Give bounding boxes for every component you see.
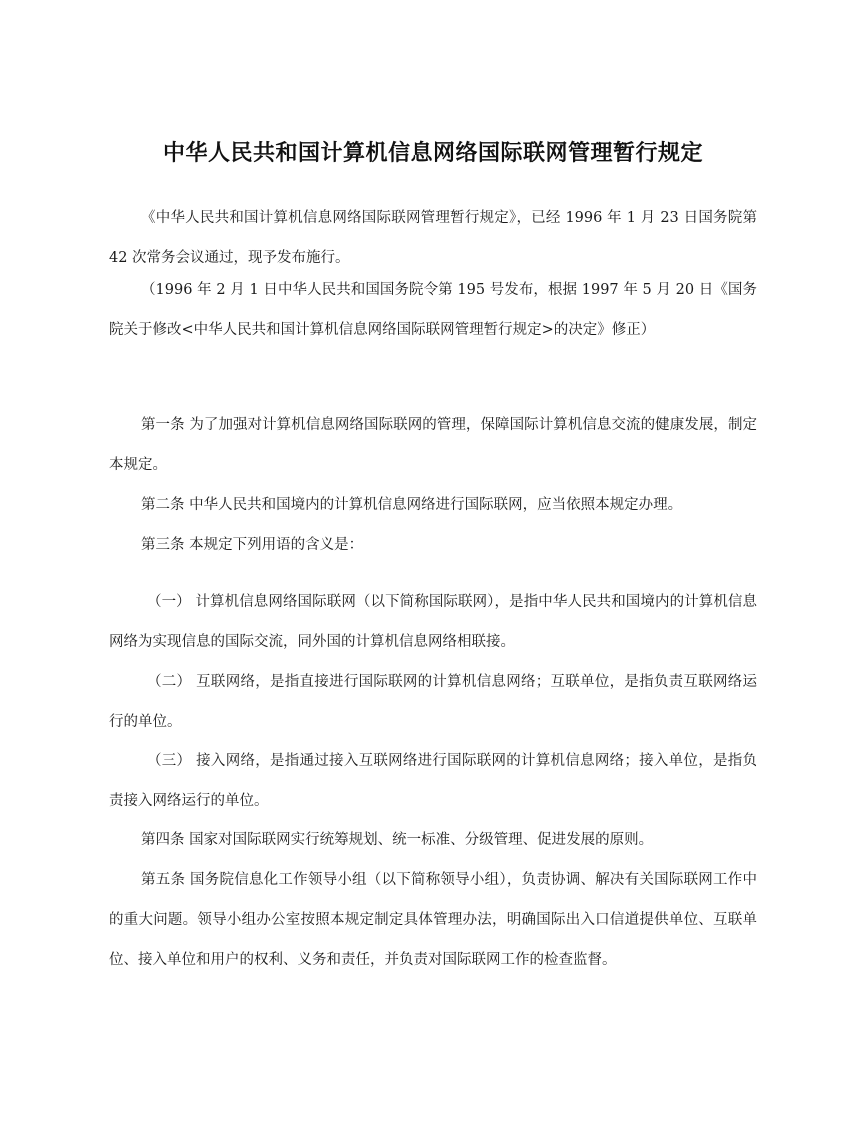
document-title: 中华人民共和国计算机信息网络国际联网管理暂行规定 xyxy=(162,141,703,166)
article-3-item-2: （二） 互联网络，是指直接进行国际联网的计算机信息网络；互联单位，是指负责互联网络运行的单位。 xyxy=(109,674,757,730)
article-4: 第四条 国家对国际联网实行统筹规划、统一标准、分级管理、促进发展的原则。 xyxy=(141,832,654,848)
preamble-note: （1996 年 2 月 1 日中华人民共和国国务院令第 195 号发布，根据 1997 年 5 月 20 日《国务院关于修改<中华人民共和国计算机信息网络国际联网管理暂行规定>的决定》修正） xyxy=(109,282,757,338)
article-5: 第五条 国务院信息化工作领导小组（以下简称领导小组），负责协调、解决有关国际联网工作中的重大问题。领导小组办公室按照本规定制定具体管理办法，明确国际出入口信道提供单位、互联单位、接入单位和用户的权利、义务和责任，并负责对国际联网工作的检查监督。 xyxy=(109,872,757,968)
article-3: 第三条 本规定下列用语的含义是： xyxy=(141,537,364,553)
article-2: 第二条 中华人民共和国境内的计算机信息网络进行国际联网，应当依照本规定办理。 xyxy=(141,497,683,513)
preamble-paragraph: 《中华人民共和国计算机信息网络国际联网管理暂行规定》，已经 1996 年 1 月 23 日国务院第 42 次常务会议通过，现予发布施行。 xyxy=(109,210,757,266)
article-3-item-1: （一） 计算机信息网络国际联网（以下简称国际联网），是指中华人民共和国境内的计算机信息网络为实现信息的国际交流，同外国的计算机信息网络相联接。 xyxy=(109,594,757,650)
article-1: 第一条 为了加强对计算机信息网络国际联网的管理，保障国际计算机信息交流的健康发展，制定本规定。 xyxy=(109,417,757,473)
article-3-item-3: （三） 接入网络，是指通过接入互联网络进行国际联网的计算机信息网络；接入单位，是指负责接入网络运行的单位。 xyxy=(109,753,757,809)
